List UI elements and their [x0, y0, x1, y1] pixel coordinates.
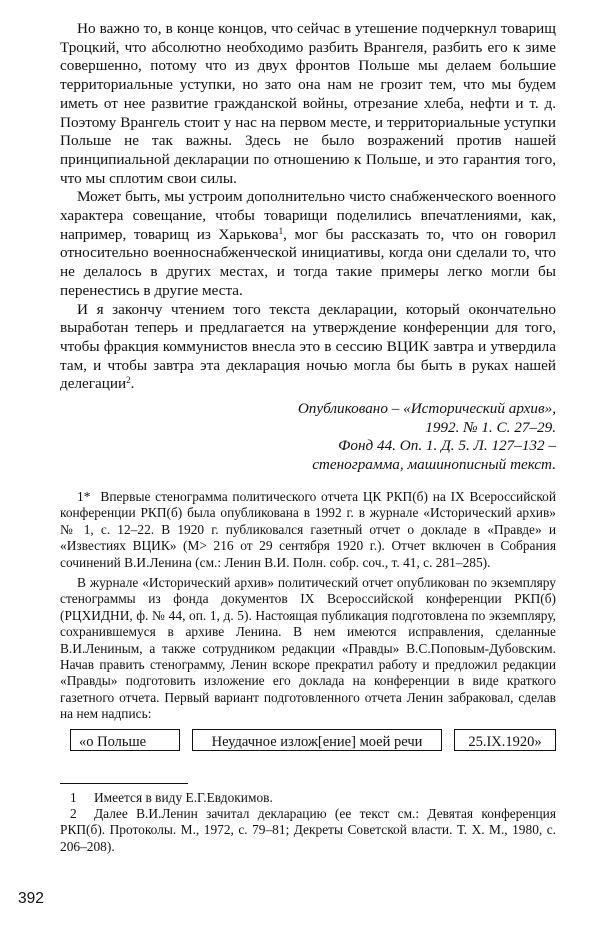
footnote-1-text: Имеется в виду Е.Г.Евдокимов. — [94, 789, 273, 805]
footnote-1-number: 1 — [70, 789, 77, 805]
source-line-3: Фонд 44. Оп. 1. Д. 5. Л. 127–132 – — [338, 437, 556, 455]
source-line-2: 1992. № 1. С. 27–29. — [425, 418, 556, 436]
inscription-box-2: Неудачное излож[ение] моей речи — [192, 729, 442, 751]
source-line-4: стенограмма, машинописный текст. — [312, 456, 556, 474]
note-mark: 1* — [77, 488, 91, 504]
page-content — [60, 20, 556, 855]
paragraph-2 — [60, 188, 556, 300]
paragraph-2-text-b: , мог бы рассказать то, что он говорил относительно военноснабженческой инициативы, когда они сделали то, что не делалось в других местах, и тогда такие примеры легко могли бы перенестись в другие места. — [60, 225, 556, 299]
paragraph-3-text-a: И я закончу чтением того текста декларации, который окончательно выработан теперь и предлагается на утверждение конференции для того, чтобы фракция коммунистов внесла это в сессию ВЦИК завтра и утвердила там, и чтобы завтра эта декларация ночью могла бы быть в руках нашей делегации — [60, 300, 556, 393]
page-number: 392 — [18, 890, 44, 907]
paragraph-3-text-b: . — [130, 375, 135, 393]
note-2: В журнале «Исторический архив» политический отчет опубликован по экземпляру стенограммы из фонда документов IX Всероссийской конференции РКП(б) (РЦХИДНИ, ф. № 44, оп. 1, д. 5). Настоящая публикация подготовлена по экземпляру, сохранившемуся в архиве Ленина. В нем имеются исправления, сделанные В.И.Лениным, а также сотрудником редакции «Правды» В.С.Поповым-Дубовским. Начав править стенограмму, Ленин вскоре прекратил работу и предложил редакции «Правды» подготовить изложение его доклада на конференции в виде краткого газетного отчета. Первый вариант подготовленного отчета Ленин забраковал, сделав на нем надпись: — [60, 574, 556, 722]
source-citation — [60, 400, 556, 475]
footnote-ref-1[interactable]: 1 — [278, 225, 284, 236]
footnote-2 — [60, 806, 556, 855]
paragraph-3 — [60, 301, 556, 395]
editorial-notes — [60, 489, 556, 751]
source-line-1: Опубликовано – «Исторический архив», — [297, 400, 556, 418]
inscription-box-1: «о Польше — [70, 729, 180, 751]
note-1-text: Впервые стенограмма политического отчета ЦК РКП(б) на IX Всероссийской конференции РКП(б) была опубликована в 1992 г. в журнале «Исторический архив» № 1, с. 12–22. В 1920 г. публиковался газетный отчет о докладе в «Правде» и «Известиях ВЦИК» (М> 216 от 29 сентября 1920 г.). Отчет включен в Собрания сочинений В.И.Ленина (см.: Ленин В.И. Полн. собр. соч., т. 41, с. 281–285). — [60, 488, 556, 570]
inscription-box-3: 25.IX.1920» — [454, 729, 556, 751]
paragraph-1: Но важно то, в конце концов, что сейчас в утешение подчеркнул товарищ Троцкий, что абсолютно необходимо разбить Врангеля, разбить его к зиме совершенно, потому что из двух фронтов Польше мы делаем большие территориальные уступки, но зато она нам не грозит тем, что мы будем иметь от нее развитие гражданской войны, отрезание хлеба, нефти и т. д. Поэтому Врангель стоит у нас на первом месте, и территориальные уступки Польше не так важны. Здесь не было возражений против нашей принципиальной декларации по отношению к Польше, и это гарантия того, что мы сплотим свои силы. — [60, 20, 556, 187]
footnote-1 — [60, 790, 556, 806]
note-1 — [60, 489, 556, 571]
footnote-divider — [60, 783, 188, 784]
paragraph-2-text-a: Может быть, мы устроим дополнительно чисто снабженческого военного характера совещание, чтобы товарищи поделились впечатлениями, как, например, товарищ из Харькова — [60, 188, 556, 243]
inscription-boxes — [60, 729, 556, 751]
footnote-ref-2[interactable]: 2 — [126, 375, 131, 386]
footnote-2-text: Далее В.И.Ленин зачитал декларацию (ее текст см.: Девятая конференция РКП(б). Протоколы. М., 1972, с. 79–81; Декреты Советской власти. Т. Х. М., 1980, с. 206–208). — [60, 805, 556, 854]
footnote-2-number: 2 — [70, 805, 77, 821]
